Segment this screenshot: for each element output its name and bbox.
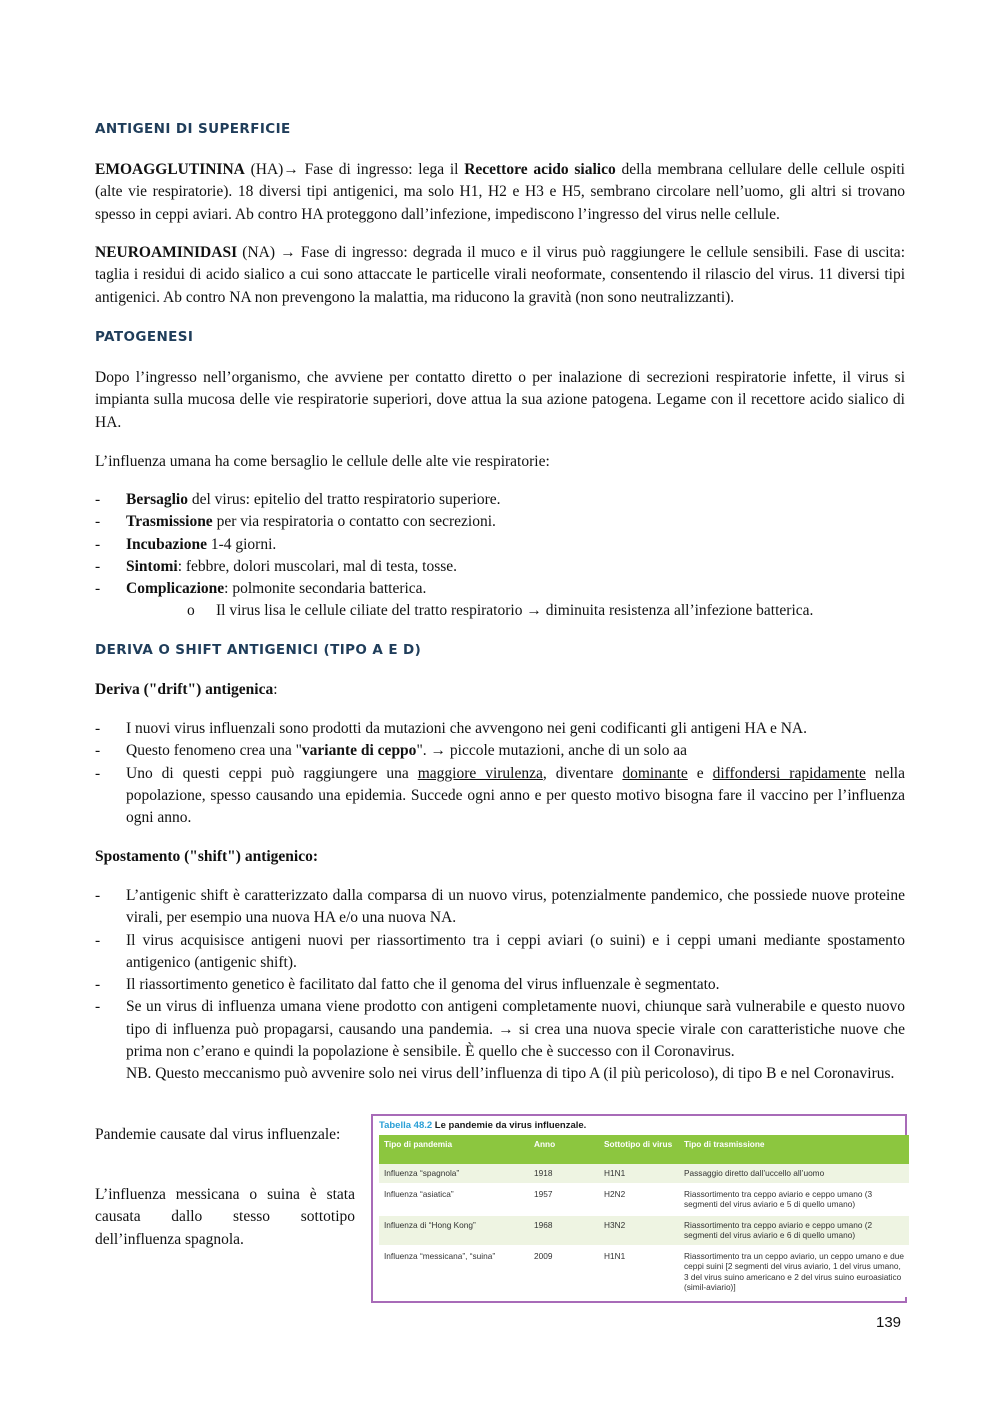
list-item: - L’antigenic shift è caratterizzato dalla comparsa di un nuovo virus, potenzialmente pandemico, che possiede nuove proteine virali, per esempio una nuova HA e/o una nuova NA. bbox=[95, 887, 905, 927]
table-row: Influenza “spagnola” 1918 H1N1 Passaggio diretto dall’uccello all’uomo bbox=[379, 1164, 909, 1184]
circle-bullet-icon: o bbox=[187, 602, 195, 619]
list-item: - Se un virus di influenza umana viene prodotto con antigeni completamente nuovi, chiunque sarà vulnerabile e questo nuovo tipo di influenza può propagarsi, causando una pandemia. → si crea una nuova specie virale con caratteristiche nuove che prima non c’erano e quindi la popolazione è sensibile. È quello che è successo con il Coronavirus. NB. Questo meccanismo può avvenire solo nei virus dell’influenza di tipo A (il più pericoloso), di tipo B e nel Coronavirus. bbox=[95, 998, 905, 1083]
list-item: - Complicazione: polmonite secondaria batterica. bbox=[95, 580, 427, 598]
table-row: Influenza di “Hong Kong” 1968 H3N2 Riassortimento tra ceppo aviario e ceppo umano (2 segmenti del virus aviario e 6 di quello umano) bbox=[379, 1215, 909, 1246]
side-paragraph-messicana: L’influenza messicana o suina è stata causata dallo stesso sottotipo dell’influenza spagnola. bbox=[95, 1186, 355, 1248]
pandemic-table-figure bbox=[371, 1114, 907, 1303]
nb-note: NB. Questo meccanismo può avvenire solo nei virus dell’influenza di tipo A (il più pericoloso), di tipo B e nel Coronavirus. bbox=[126, 1065, 895, 1083]
arrow-icon: → bbox=[283, 161, 299, 178]
column-header: Anno bbox=[529, 1135, 599, 1164]
section-heading-patogenesi: PATOGENESI bbox=[95, 329, 194, 345]
side-paragraph-pandemie: Pandemie causate dal virus influenzale: bbox=[95, 1126, 341, 1143]
column-header: Tipo di pandemia bbox=[379, 1135, 529, 1164]
list-item: - Questo fenomeno crea una "variante di ceppo". → piccole mutazioni, anche di un solo aa bbox=[95, 742, 688, 760]
section-heading-deriva: DERIVA O SHIFT ANTIGENICI (TIPO A E D) bbox=[95, 642, 422, 658]
list-item: - Il virus acquisisce antigeni nuovi per riassortimento tra i ceppi aviari (o suini) e i ceppi umani mediante spostamento antigenico (antigenic shift). bbox=[95, 931, 905, 971]
paragraph-bersaglio-intro: L’influenza umana ha come bersaglio le cellule delle alte vie respiratorie: bbox=[95, 453, 550, 470]
paragraph-emoagglutinina: EMOAGGLUTININA (HA)→ Fase di ingresso: lega il Recettore acido sialico della membrana cellulare delle cellule ospiti (alte vie respiratorie). 18 diversi tipi antigenici, ma solo H1, H2 e H3 e H5, sembrano circolare nell’uomo, gli altri si trovano spesso in ceppi aviari. Ab contro HA proteggono dall’infezione, impediscono l’ingresso del virus nelle cellule. bbox=[95, 161, 905, 223]
list-item: - Incubazione 1-4 giorni. bbox=[95, 535, 277, 553]
paragraph-neuroaminidasi: NEUROAMINIDASI (NA) → Fase di ingresso: degrada il muco e il virus può raggiungere le cellule sensibili. Fase di uscita: taglia i residui di acido sialico a cui sono attaccate le particelle virali neoformate, consentendo il rilascio del virus. 11 diversi tipi antigenici. Ab contro NA non prevengono la malattia, ma riducono la gravità (non sono neutralizzanti). bbox=[95, 244, 905, 306]
arrow-icon: → bbox=[526, 602, 542, 619]
table-row: Influenza “messicana”, “suina” 2009 H1N1 Riassortimento tra un ceppo aviario, un ceppo umano e due ceppi suini [2 segmenti del virus aviario, 1 del virus umano, 3 del virus suino americano e 2 del virus suino euroasiatico (simil-aviario)] bbox=[379, 1246, 909, 1297]
list-item: - I nuovi virus influenzali sono prodotti da mutazioni che avvengono nei geni codificanti gli antigeni HA e NA. bbox=[95, 720, 807, 737]
table-header-row bbox=[379, 1135, 909, 1164]
deriva-title: Deriva ("drift") antigenica: bbox=[95, 681, 278, 698]
column-header: Tipo di trasmissione bbox=[679, 1135, 909, 1164]
list-item: - Il riassortimento genetico è facilitato dal fatto che il genoma del virus influenzale è segmentato. bbox=[95, 976, 720, 994]
column-header: Sottotipo di virus bbox=[599, 1135, 679, 1164]
page-number: 139 bbox=[876, 1314, 902, 1331]
shift-list bbox=[95, 885, 905, 1086]
table-row: Influenza “asiatica” 1957 H2N2 Riassortimento tra ceppo aviario e ceppo umano (3 segmenti del virus aviario e 5 di quello umano) bbox=[379, 1184, 909, 1215]
shift-title: Spostamento ("shift") antigenico: bbox=[95, 848, 319, 865]
pandemic-table bbox=[379, 1135, 909, 1297]
arrow-icon: → bbox=[280, 244, 296, 261]
section-heading-antigeni: ANTIGENI DI SUPERFICIE bbox=[95, 121, 291, 137]
patogenesi-list bbox=[95, 489, 905, 600]
deriva-list bbox=[95, 718, 905, 829]
list-item: - Uno di questi ceppi può raggiungere una maggiore virulenza, diventare dominante e diffondersi rapidamente nella popolazione, spesso causando una epidemia. Succede ogni anno e per questo motivo bisogna fare il vaccino per l’influenza ogni anno. bbox=[95, 764, 905, 827]
arrow-icon: → bbox=[498, 1020, 514, 1038]
term-neuroaminidasi: NEUROAMINIDASI bbox=[95, 244, 238, 261]
list-item: - Sintomi: febbre, dolori muscolari, mal di testa, tosse. bbox=[95, 557, 458, 575]
table-caption: Tabella 48.2 Le pandemie da virus influenzale. bbox=[379, 1120, 587, 1131]
term-emoagglutinina: EMOAGGLUTININA bbox=[95, 161, 245, 178]
list-item: - Trasmissione per via respiratoria o contatto con secrezioni. bbox=[95, 513, 496, 531]
paragraph-patogenesi: Dopo l’ingresso nell’organismo, che avviene per contatto diretto o per inalazione di secrezioni respiratorie infette, il virus si impianta sulla mucosa delle vie respiratorie superiori, dove attua la sua azione patogena. Legame con il recettore acido sialico di HA. bbox=[95, 369, 905, 431]
arrow-icon: → bbox=[430, 742, 447, 760]
list-item: - Bersaglio del virus: epitelio del tratto respiratorio superiore. bbox=[95, 491, 501, 508]
